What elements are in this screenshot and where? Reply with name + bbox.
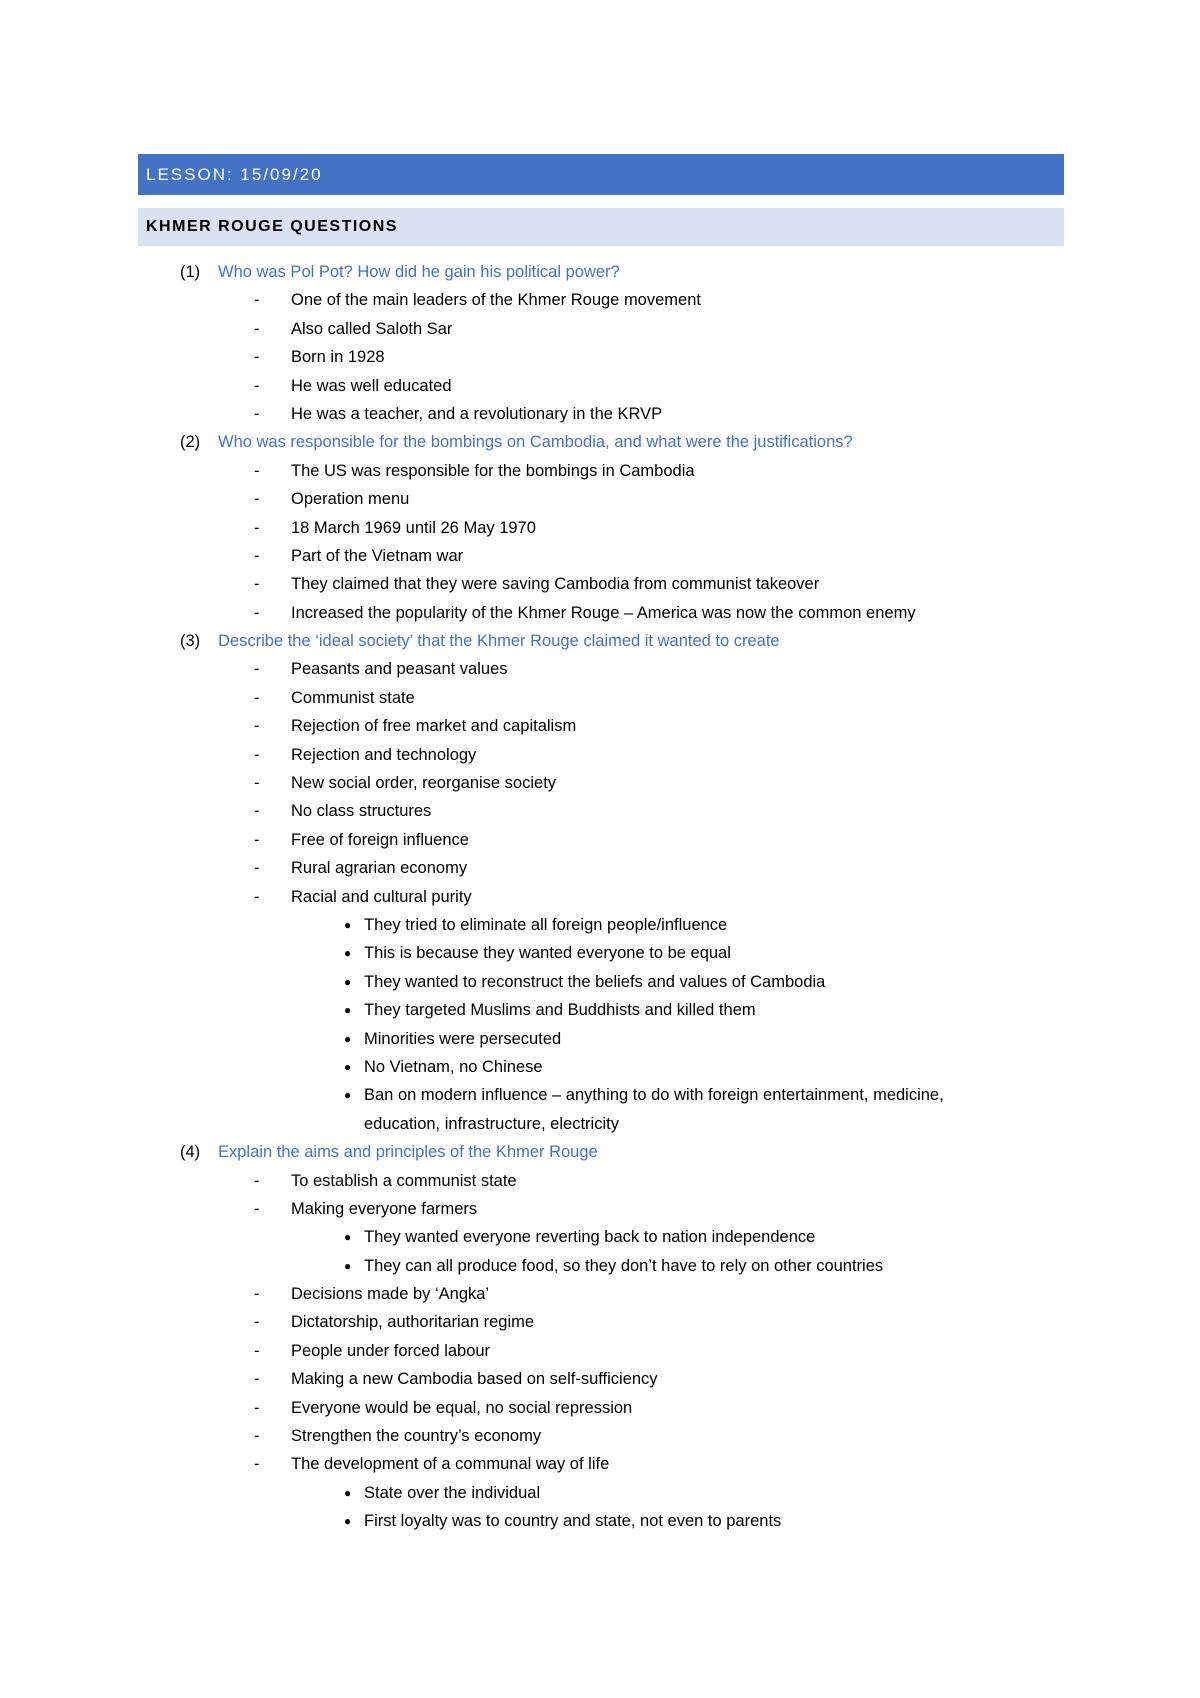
dash-marker: - <box>254 1455 260 1474</box>
bullet-list-item <box>0 1479 1200 1507</box>
list-item-text: Rejection and technology <box>291 745 477 764</box>
list-item-text: Operation menu <box>291 490 410 509</box>
list-item-text: The US was responsible for the bombings in Cambodia <box>291 461 695 480</box>
question-text: Who was Pol Pot? How did he gain his political power? <box>218 263 620 281</box>
bullet-icon: ● <box>344 974 352 989</box>
list-item-text: Racial and cultural purity <box>291 887 472 906</box>
list-item-text: State over the individual <box>364 1483 541 1502</box>
dash-list-item <box>0 883 1200 911</box>
question-text: Explain the aims and principles of the Khmer Rouge <box>218 1143 598 1162</box>
dash-list-item <box>0 343 1200 371</box>
dash-marker: - <box>254 802 260 821</box>
question-line <box>0 627 1200 655</box>
list-item-text: Communist state <box>291 688 415 707</box>
dash-list-item <box>0 1308 1200 1336</box>
dash-list-item <box>0 769 1200 797</box>
list-item-text: Decisions made by ‘Angka’ <box>291 1285 490 1304</box>
dash-list-item <box>0 655 1200 683</box>
dash-list-item <box>0 599 1200 627</box>
list-item-text: Rural agrarian economy <box>291 859 468 878</box>
list-item-text: Part of the Vietnam war <box>291 546 464 565</box>
bullet-icon: ● <box>344 1230 352 1245</box>
dash-list-item <box>0 684 1200 712</box>
list-item-text: Ban on modern influence – anything to do with foreign entertainment, medicine, <box>364 1086 944 1105</box>
list-item-text: Making everyone farmers <box>291 1199 478 1218</box>
bullet-continuation <box>0 1110 1200 1138</box>
list-item-text: Peasants and peasant values <box>291 660 508 679</box>
list-item-text: Free of foreign influence <box>291 830 469 849</box>
list-item-text: They wanted to reconstruct the beliefs and values of Cambodia <box>364 972 826 991</box>
list-item-text: Minorities were persecuted <box>364 1029 562 1048</box>
list-item-text: He was a teacher, and a revolutionary in the KRVP <box>291 404 663 423</box>
question-number: (4) <box>180 1143 201 1162</box>
dash-marker: - <box>254 1199 260 1218</box>
dash-marker: - <box>254 1398 260 1417</box>
dash-list-item <box>0 797 1200 825</box>
dash-list-item <box>0 542 1200 570</box>
dash-marker: - <box>254 319 260 338</box>
dash-marker: - <box>254 660 260 679</box>
bullet-icon: ● <box>344 1059 352 1074</box>
dash-marker: - <box>254 1341 260 1360</box>
bullet-list-item <box>0 1025 1200 1053</box>
dash-marker: - <box>254 291 260 310</box>
dash-list-item <box>0 315 1200 343</box>
dash-list-item <box>0 1365 1200 1393</box>
question-text: Who was responsible for the bombings on Cambodia, and what were the justifications? <box>218 433 853 452</box>
dash-list-item <box>0 485 1200 513</box>
dash-list-item <box>0 514 1200 542</box>
question-line <box>0 258 1200 286</box>
bullet-list-item <box>0 1507 1200 1535</box>
dash-list-item <box>0 286 1200 314</box>
list-item-text: No Vietnam, no Chinese <box>364 1057 543 1076</box>
dash-list-item <box>0 1450 1200 1478</box>
dash-list-item <box>0 1195 1200 1223</box>
dash-marker: - <box>254 830 260 849</box>
list-item-text: They claimed that they were saving Cambodia from communist takeover <box>291 575 820 594</box>
dash-list-item <box>0 854 1200 882</box>
dash-list-item <box>0 372 1200 400</box>
dash-list-item <box>0 1167 1200 1195</box>
list-item-text: They wanted everyone reverting back to nation independence <box>364 1228 816 1247</box>
bullet-list-item <box>0 911 1200 939</box>
list-item-text: Dictatorship, authoritarian regime <box>291 1313 535 1332</box>
bullet-icon: ● <box>344 1031 352 1046</box>
list-item-text: 18 March 1969 until 26 May 1970 <box>291 518 536 537</box>
dash-list-item <box>0 570 1200 598</box>
bullet-icon: ● <box>344 1003 352 1018</box>
list-item-text: The development of a communal way of life <box>291 1455 610 1474</box>
dash-list-item <box>0 712 1200 740</box>
dash-marker: - <box>254 745 260 764</box>
list-item-text: To establish a communist state <box>291 1171 517 1190</box>
bullet-icon: ● <box>344 1485 352 1500</box>
question-line <box>0 428 1200 456</box>
bullet-list-item <box>0 1252 1200 1280</box>
list-item-text: Making a new Cambodia based on self-sufficiency <box>291 1370 658 1389</box>
dash-list-item <box>0 1280 1200 1308</box>
dash-marker: - <box>254 717 260 736</box>
dash-list-item <box>0 1422 1200 1450</box>
list-item-text: Rejection of free market and capitalism <box>291 717 577 736</box>
list-item-text: Increased the popularity of the Khmer Rouge – America was now the common enemy <box>291 603 916 622</box>
dash-marker: - <box>254 518 260 537</box>
list-item-text: Also called Saloth Sar <box>291 319 453 338</box>
dash-marker: - <box>254 603 260 622</box>
bullet-list-item <box>0 939 1200 967</box>
dash-list-item <box>0 400 1200 428</box>
dash-list-item <box>0 1337 1200 1365</box>
question-line <box>0 1138 1200 1166</box>
dash-marker: - <box>254 1171 260 1190</box>
notes-content <box>0 258 1200 1536</box>
list-item-text: education, infrastructure, electricity <box>364 1114 619 1133</box>
list-item-text: Strengthen the country’s economy <box>291 1427 542 1446</box>
dash-marker: - <box>254 348 260 367</box>
list-item-text: Everyone would be equal, no social repression <box>291 1398 633 1417</box>
list-item-text: People under forced labour <box>291 1341 491 1360</box>
section-heading: KHMER ROUGE QUESTIONS <box>138 208 1064 246</box>
question-number: (3) <box>180 632 201 651</box>
bullet-list-item <box>0 968 1200 996</box>
question-text: Describe the ‘ideal society’ that the Khmer Rouge claimed it wanted to create <box>218 632 780 651</box>
dash-marker: - <box>254 575 260 594</box>
bullet-icon: ● <box>344 946 352 961</box>
bullet-icon: ● <box>344 1088 352 1103</box>
list-item-text: New social order, reorganise society <box>291 774 557 793</box>
dash-list-item <box>0 1394 1200 1422</box>
dash-marker: - <box>254 546 260 565</box>
dash-marker: - <box>254 490 260 509</box>
dash-marker: - <box>254 774 260 793</box>
dash-marker: - <box>254 859 260 878</box>
dash-marker: - <box>254 887 260 906</box>
bullet-list-item <box>0 1053 1200 1081</box>
list-item-text: First loyalty was to country and state, not even to parents <box>364 1512 782 1531</box>
list-item-text: No class structures <box>291 802 432 821</box>
dash-list-item <box>0 826 1200 854</box>
dash-marker: - <box>254 1313 260 1332</box>
list-item-text: He was well educated <box>291 376 452 395</box>
dash-list-item <box>0 741 1200 769</box>
lesson-heading: LESSON: 15/09/20 <box>138 154 1064 195</box>
bullet-icon: ● <box>344 917 352 932</box>
list-item-text: One of the main leaders of the Khmer Rouge movement <box>291 291 701 310</box>
list-item-text: This is because they wanted everyone to be equal <box>364 944 731 963</box>
list-item-text: They tried to eliminate all foreign people/influence <box>364 915 728 934</box>
dash-marker: - <box>254 461 260 480</box>
bullet-icon: ● <box>344 1258 352 1273</box>
list-item-text: They targeted Muslims and Buddhists and killed them <box>364 1001 756 1020</box>
dash-marker: - <box>254 1370 260 1389</box>
list-item-text: Born in 1928 <box>291 348 385 367</box>
dash-marker: - <box>254 376 260 395</box>
list-item-text: They can all produce food, so they don’t have to rely on other countries <box>364 1256 884 1275</box>
bullet-icon: ● <box>344 1514 352 1529</box>
question-number: (1) <box>180 263 201 281</box>
dash-marker: - <box>254 1427 260 1446</box>
dash-list-item <box>0 457 1200 485</box>
bullet-list-item <box>0 1081 1200 1109</box>
dash-marker: - <box>254 1285 260 1304</box>
bullet-list-item <box>0 996 1200 1024</box>
dash-marker: - <box>254 404 260 423</box>
dash-marker: - <box>254 688 260 707</box>
bullet-list-item <box>0 1223 1200 1251</box>
question-number: (2) <box>180 433 201 452</box>
